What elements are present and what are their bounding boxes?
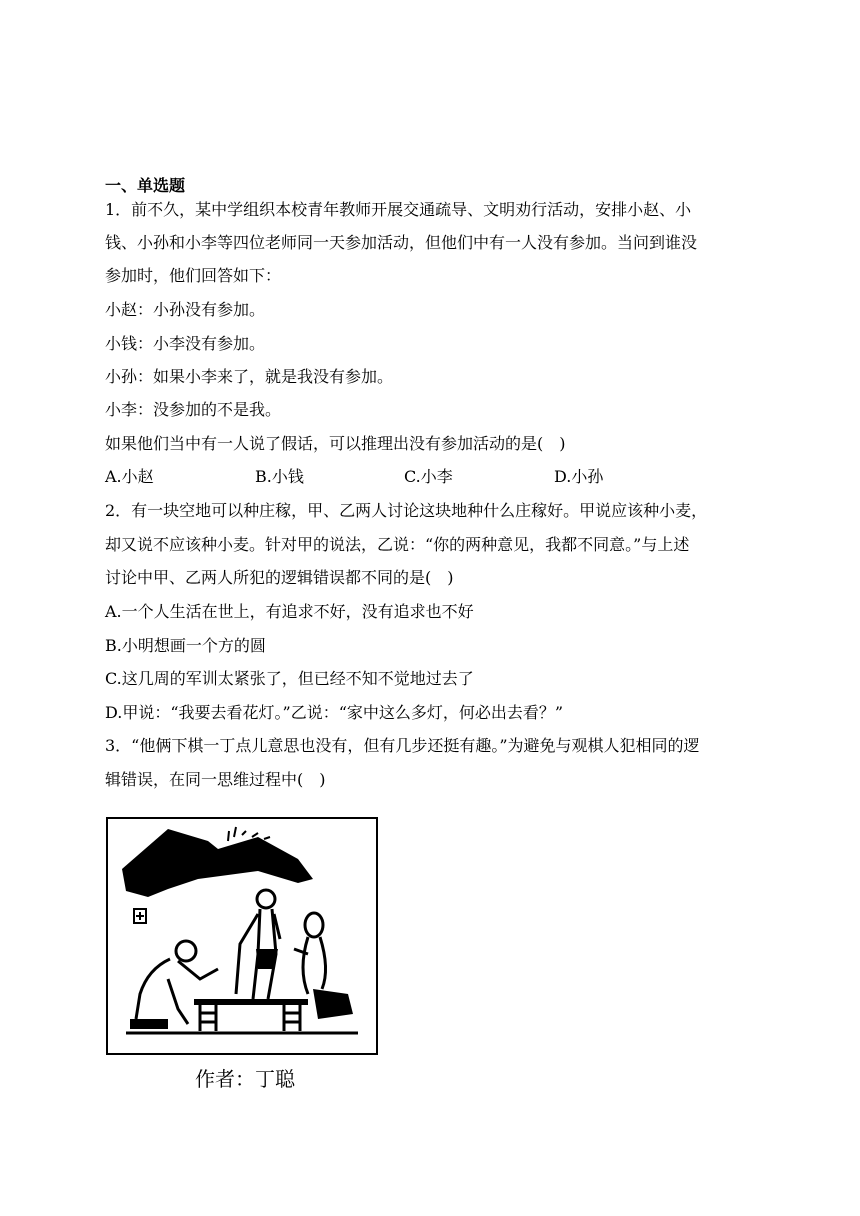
q1-option-b: B.小钱 — [255, 467, 304, 486]
section-heading: 一、单选题 — [105, 176, 186, 195]
cartoon-figure — [106, 817, 378, 1055]
q1-line-6: 小孙：如果小李来了，就是我没有参加。 — [105, 367, 394, 386]
q2-line-2: 却又说不应该种小麦。针对甲的说法，乙说：“你的两种意见，我都不同意。”与上述 — [105, 535, 690, 554]
q2-option-c: C.这几周的军训太紧张了，但已经不知不觉地过去了 — [105, 669, 474, 688]
q3-line-1: 3．“他俩下棋一丁点儿意思也没有，但有几步还挺有趣。”为避免与观棋人犯相同的逻 — [105, 736, 700, 755]
q3-line-2: 辑错误，在同一思维过程中( ) — [105, 770, 326, 789]
q2-line-3: 讨论中甲、乙两人所犯的逻辑错误都不同的是( ) — [105, 568, 454, 587]
figure-caption: 作者：丁聪 — [195, 1067, 295, 1091]
q1-line-8: 如果他们当中有一人说了假话，可以推理出没有参加活动的是( ) — [105, 434, 566, 453]
q2-line-1: 2．有一块空地可以种庄稼，甲、乙两人讨论这块地种什么庄稼好。甲说应该种小麦， — [105, 501, 708, 520]
q1-line-5: 小钱：小李没有参加。 — [105, 334, 266, 353]
q1-option-d: D.小孙 — [554, 467, 604, 486]
q1-line-4: 小赵：小孙没有参加。 — [105, 300, 266, 319]
q1-line-3: 参加时，他们回答如下： — [105, 266, 282, 285]
q1-options — [105, 466, 745, 488]
q1-option-c: C.小李 — [404, 467, 453, 486]
cartoon-illustration — [108, 819, 376, 1053]
q1-line-1: 1．前不久，某中学组织本校青年教师开展交通疏导、文明劝行活动，安排小赵、小 — [105, 200, 692, 219]
q1-line-7: 小李：没参加的不是我。 — [105, 400, 282, 419]
q1-line-2: 钱、小孙和小李等四位老师同一天参加活动，但他们中有一人没有参加。当问到谁没 — [105, 233, 698, 252]
q1-option-a: A.小赵 — [105, 467, 154, 486]
q2-option-a: A.一个人生活在世上，有追求不好，没有追求也不好 — [105, 602, 474, 621]
q2-option-b: B.小明想画一个方的圆 — [105, 636, 266, 655]
q2-option-d: D.甲说：“我要去看花灯。”乙说：“家中这么多灯，何必出去看？” — [105, 703, 564, 722]
